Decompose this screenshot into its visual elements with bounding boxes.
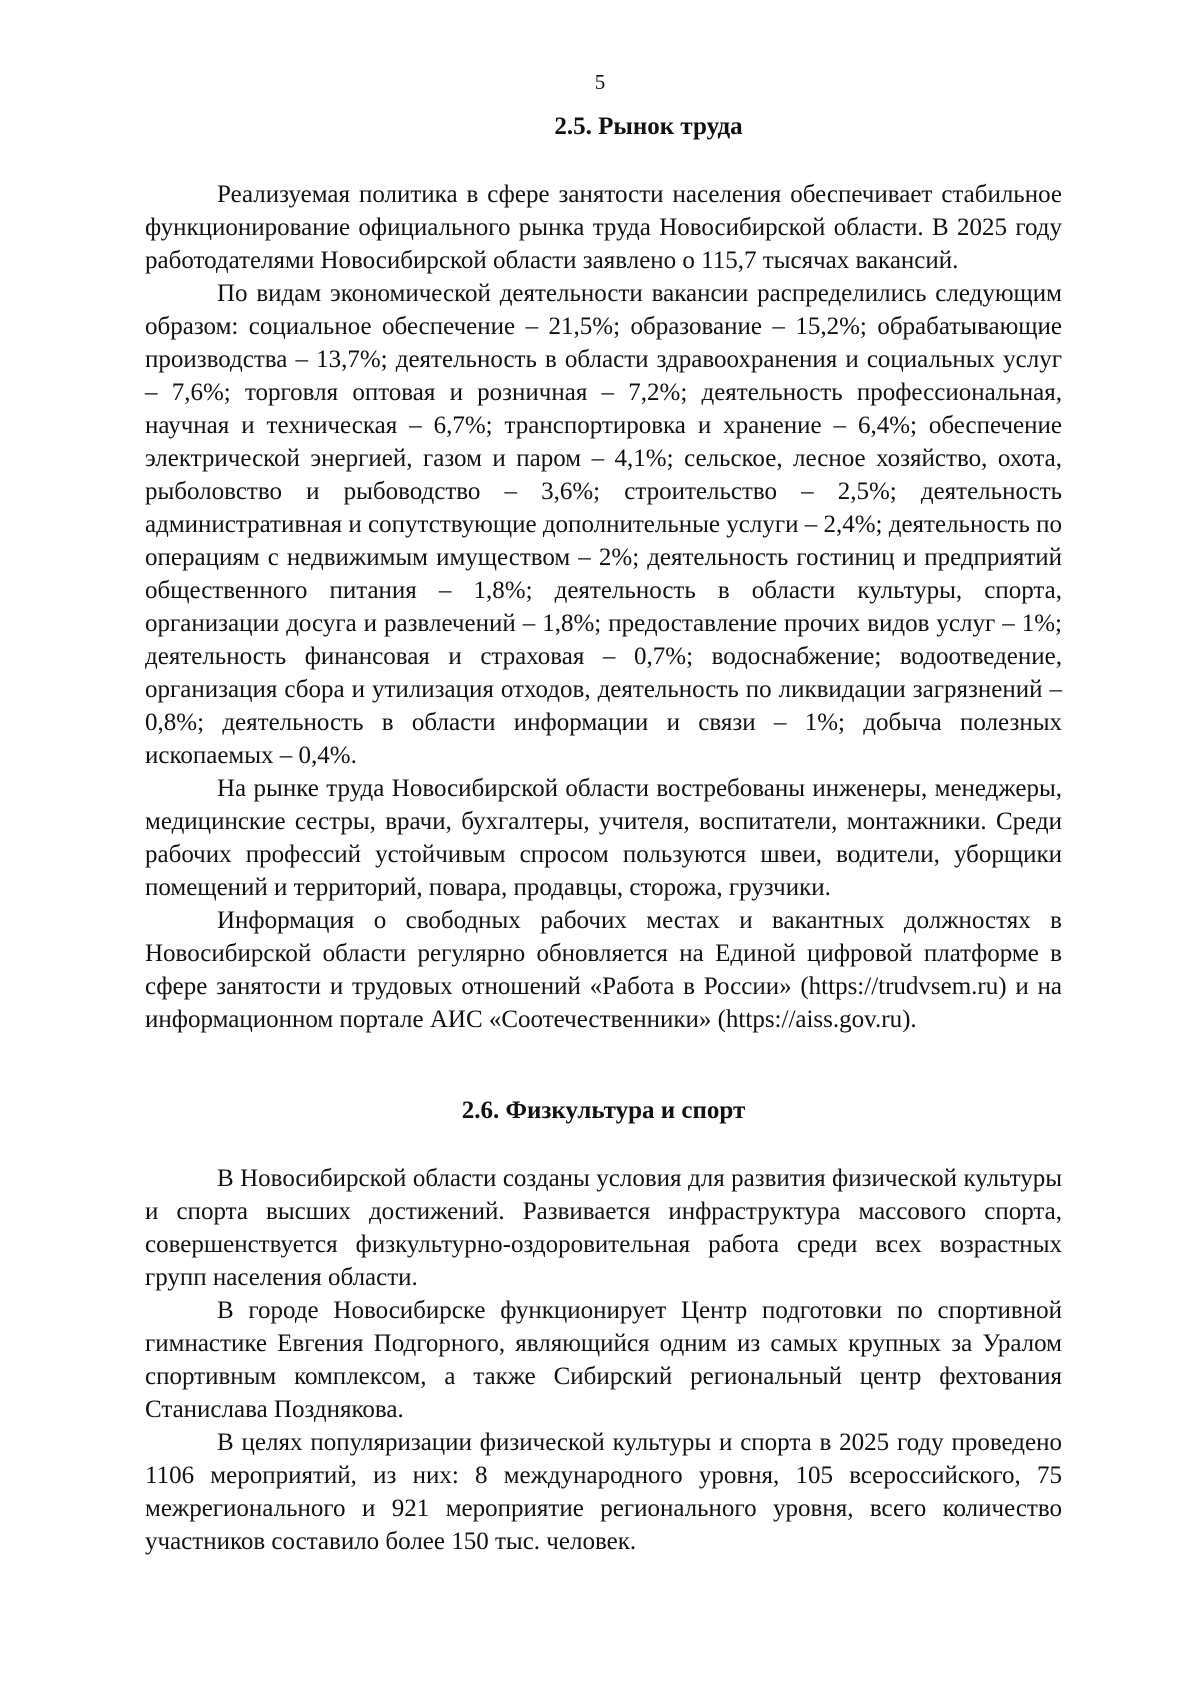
section-title-sport: 2.6. Физкультура и спорт [461,1097,746,1124]
paragraph: Реализуемая политика в сфере занятости населения обеспечивает стабильное функционирование официального рынка труда Новосибирской области. В 2025 году работодателями Новосибирской области заявлено о 115,7 тысячах вакансий. [145,181,1062,274]
document-content [145,112,1062,1558]
paragraph: По видам экономической деятельности вакансии распределились следующим образом: социальное обеспечение – 21,5%; образование – 15,2%; обрабатывающие производства – 13,7%; деятельность в области здравоохранения и социальных услуг – 7,6%; торговля оптовая и розничная – 7,2%; деятельность профессиональная, научная и техническая – 6,7%; транспортировка и хранение – 6,4%; обеспечение электрической энергией, газом и паром – 4,1%; сельское, лесное хозяйство, охота, рыболовство и рыбоводство – 3,6%; строительство – 2,5%; деятельность административная и сопутствующие дополнительные услуги – 2,4%; деятельность по операциям с недвижимым имуществом – 2%; деятельность гостиниц и предприятий общественного питания – 1,8%; деятельность в области культуры, спорта, организации досуга и развлечений – 1,8%; предоставление прочих видов услуг – 1%; деятельность финансовая и страховая – 0,7%; водоснабжение; водоотведение, организация сбора и утилизация отходов, деятельность по ликвидации загрязнений – 0,8%; деятельность в области информации и связи – 1%; добыча полезных ископаемых – 0,4%. [145,280,1063,769]
paragraph: В Новосибирской области созданы условия для развития физической культуры и спорта высших достижений. Развивается инфраструктура массового спорта, совершенствуется физкультурно-оздоровительная работа среди всех возрастных групп населения области. [145,1165,1062,1291]
page-number: 5 [594,70,606,94]
section-sport [145,1162,1062,1558]
section-labor-market [145,178,1062,1036]
paragraph: В целях популяризации физической культуры и спорта в 2025 году проведено 1106 мероприятий, из них: 8 международного уровня, 105 всероссийского, 75 межрегионального и 921 мероприятие регионального уровня, всего количество участников составило более 150 тыс. человек. [145,1429,1062,1555]
paragraph: Информация о свободных рабочих местах и вакантных должностях в Новосибирской области регулярно обновляется на Единой цифровой платформе в сфере занятости и трудовых отношений «Работа в России» (https://trudvsem.ru) и на информационном портале АИС «Соотечественники» (https://aiss.gov.ru). [145,907,1062,1033]
section-title-labor-market: 2.5. Рынок труда [554,113,743,140]
paragraph: На рынке труда Новосибирской области востребованы инженеры, менеджеры, медицинские сестры, врачи, бухгалтеры, учителя, воспитатели, монтажники. Среди рабочих профессий устойчивым спросом пользуются швеи, водители, уборщики помещений и территорий, повара, продавцы, сторожа, грузчики. [145,775,1062,901]
paragraph: В городе Новосибирске функционирует Центр подготовки по спортивной гимнастике Евгения Подгорного, являющийся одним из самых крупных за Уралом спортивным комплексом, а также Сибирский региональный центр фехтования Станислава Позднякова. [145,1297,1062,1423]
